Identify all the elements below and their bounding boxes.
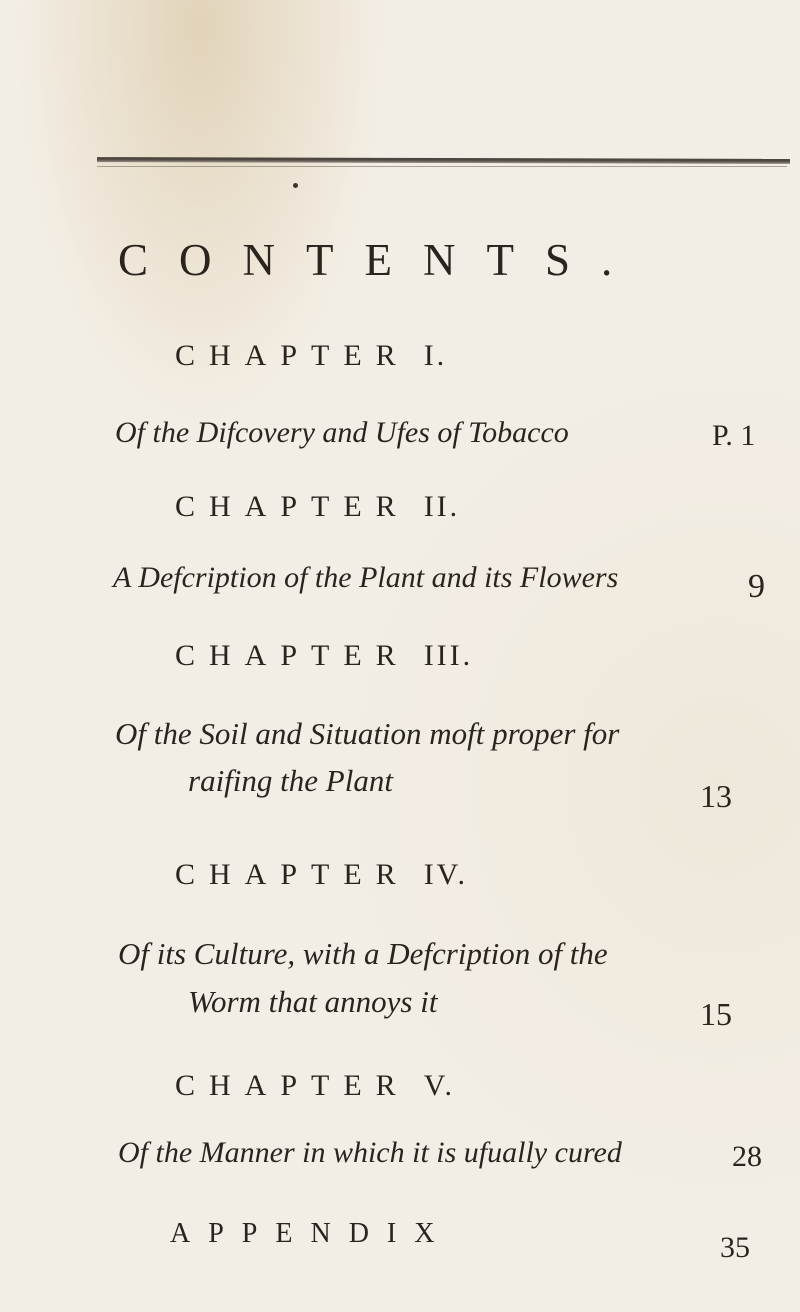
chapter-4-heading [175,860,468,890]
appendix-label: APPENDIX [170,1218,453,1249]
chapter-4-title-line1: Of its Culture, with a Defcription of the [118,936,608,971]
chapter-4-title-line2: Worm that annoys it [188,984,438,1019]
chapter-3-heading-word: CHAPTER [175,639,410,672]
chapter-5-heading [175,1071,455,1101]
chapter-1-page: P. 1 [712,419,756,452]
chapter-2-heading-num: II. [423,490,461,523]
chapter-2-title: A Defcription of the Plant and its Flowers [113,561,619,594]
chapter-4-heading-num: IV. [423,858,468,891]
chapter-3-page: 13 [700,778,732,814]
page-title: CONTENTS. [118,235,644,285]
chapter-1-heading [175,341,447,371]
chapter-2-heading-word: CHAPTER [175,490,410,523]
chapter-4-heading-word: CHAPTER [175,858,410,891]
chapter-3-title-line2: raifing the Plant [188,763,393,798]
chapter-1-title: Of the Difcovery and Ufes of Tobacco [115,416,569,449]
chapter-1-heading-num: I. [423,339,448,372]
header-rule [97,157,790,164]
chapter-5-title: Of the Manner in which it is ufually cured [118,1136,622,1169]
chapter-2-page: 9 [748,568,765,605]
chapter-1-heading-word: CHAPTER [175,339,410,372]
chapter-5-page: 28 [732,1140,762,1173]
chapter-4-page: 15 [700,996,732,1032]
header-rule-thin [97,166,787,167]
chapter-3-heading [175,641,473,671]
chapter-3-title-line1: Of the Soil and Situation moft proper for [115,716,620,751]
chapter-2-heading [175,492,460,522]
chapter-5-heading-num: V. [423,1069,455,1102]
chapter-3-heading-num: III. [423,639,474,672]
appendix-page: 35 [720,1231,750,1264]
chapter-5-heading-word: CHAPTER [175,1069,410,1102]
ornament-dot [293,183,298,188]
